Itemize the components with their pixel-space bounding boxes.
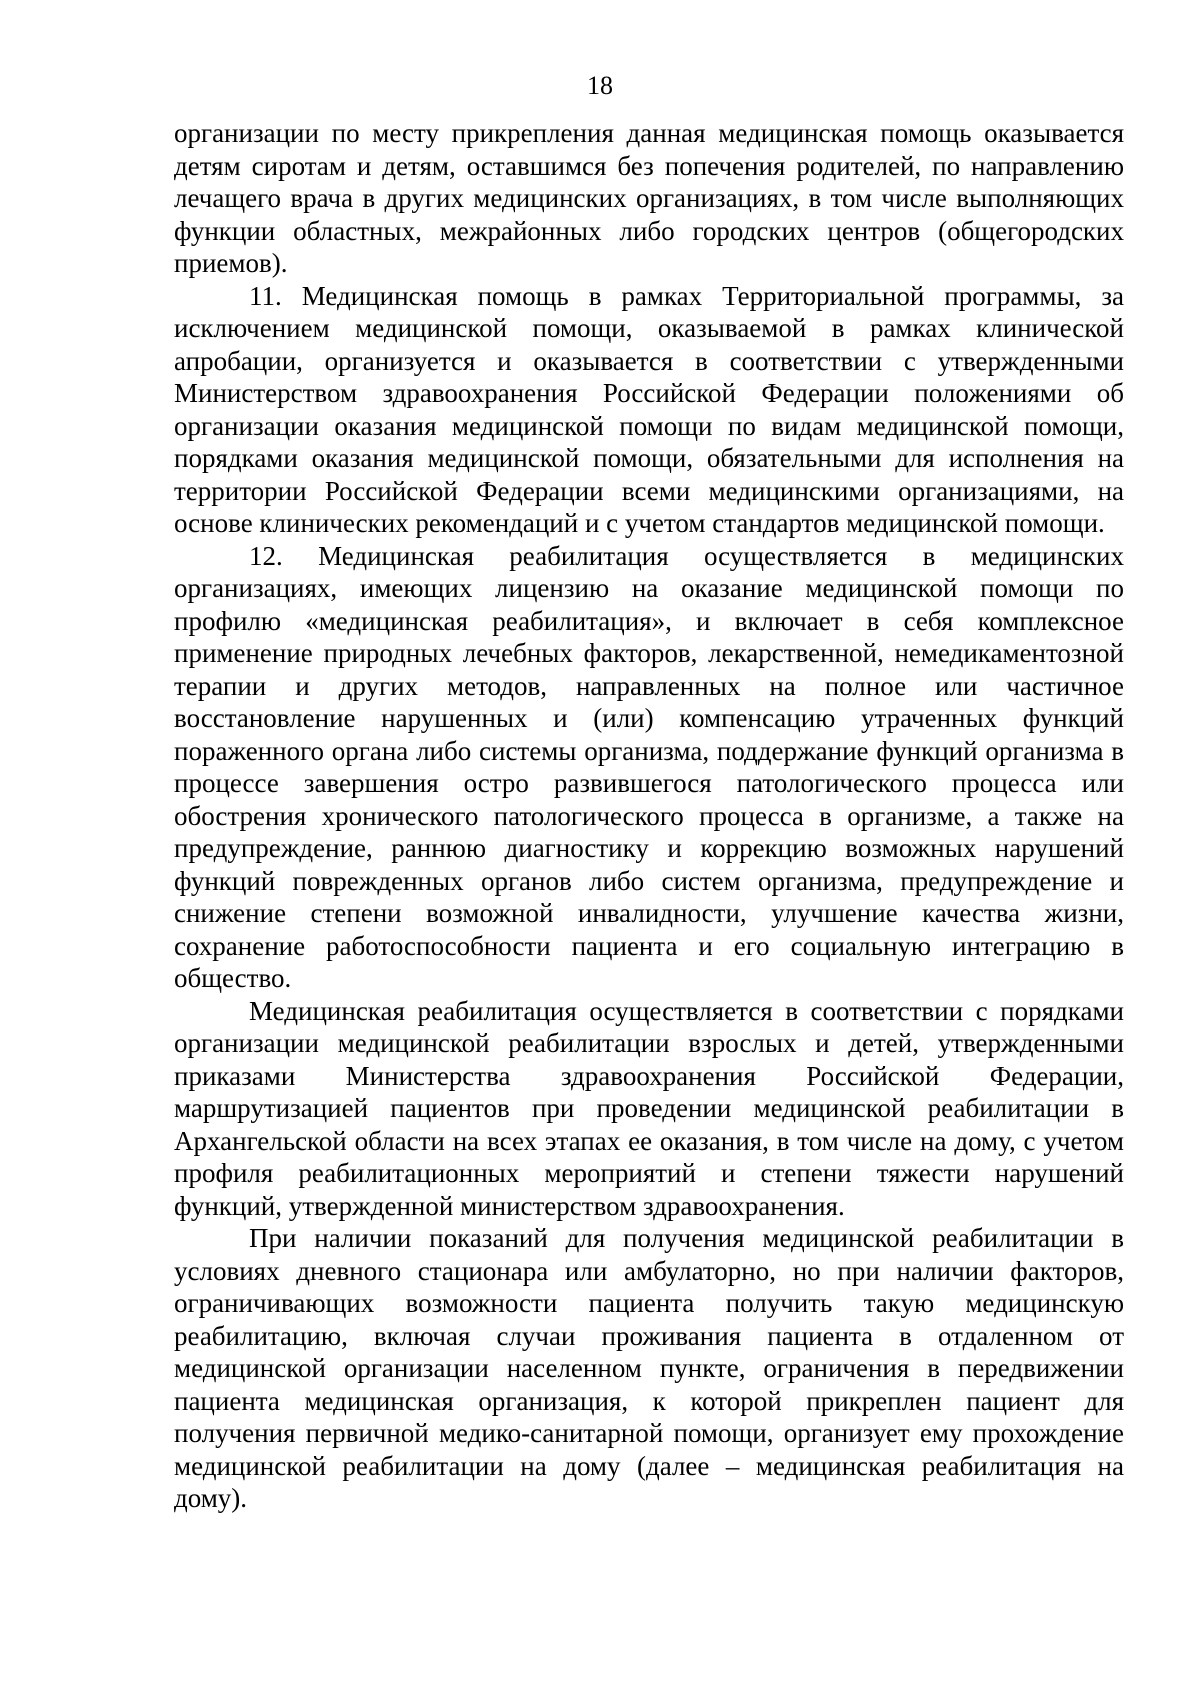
paragraph-item-12: 12. Медицинская реабилитация осуществляется в медицинских организациях, имеющих лицензию на оказание медицинской помощи по профилю «медицинская реабилитация», и включает в себя комплексное применение природных лечебных факторов, лекарственной, немедикаментозной терапии и других методов, направленных на полное или частичное восстановление нарушенных и (или) компенсацию утраченных функций пораженного органа либо системы организма, поддержание функций организма в процессе завершения остро развившегося патологического процесса или обострения хронического патологического процесса в организме, а также на предупреждение, раннюю диагностику и коррекцию возможных нарушений функций поврежденных органов либо систем организма, предупреждение и снижение степени возможной инвалидности, улучшение качества жизни, сохранение работоспособности пациента и его социальную интеграцию в общество. [174,540,1124,993]
document-body [174,117,1124,1515]
page-number: 18 [587,71,613,100]
paragraph-item-11: 11. Медицинская помощь в рамках Территориальной программы, за исключением медицинской помощи, оказываемой в рамках клинической апробации, организуется и оказывается в соответствии с утвержденными Министерством здравоохранения Российской Федерации положениями об организации оказания медицинской помощи по видам медицинской помощи, порядками оказания медицинской помощи, обязательными для исполнения на территории Российской Федерации всеми медицинскими организациями, на основе клинических рекомендаций и с учетом стандартов медицинской помощи. [174,280,1124,538]
paragraph-rehab-at-home: При наличии показаний для получения медицинской реабилитации в условиях дневного стационара или амбулаторно, но при наличии факторов, ограничивающих возможности пациента получить такую медицинскую реабилитацию, включая случаи проживания пациента в отдаленном от медицинской организации населенном пункте, ограничения в передвижении пациента медицинская организация, к которой прикреплен пациент для получения первичной медико-санитарной помощи, организует ему прохождение медицинской реабилитации на дому (далее – медицинская реабилитация на дому). [174,1223,1124,1513]
paragraph-rehab-order: Медицинская реабилитация осуществляется в соответствии с порядками организации медицинской реабилитации взрослых и детей, утвержденными приказами Министерства здравоохранения Российской Федерации, маршрутизацией пациентов при проведении медицинской реабилитации в Архангельской области на всех этапах ее оказания, в том числе на дому, с учетом профиля реабилитационных мероприятий и степени тяжести нарушений функций, утвержденной министерством здравоохранения. [174,995,1124,1221]
paragraph-continuation: организации по месту прикрепления данная медицинская помощь оказывается детям сиротам и детям, оставшимся без попечения родителей, по направлению лечащего врача в других медицинских организациях, в том числе выполняющих функции областных, межрайонных либо городских центров (общегородских приемов). [174,118,1124,278]
